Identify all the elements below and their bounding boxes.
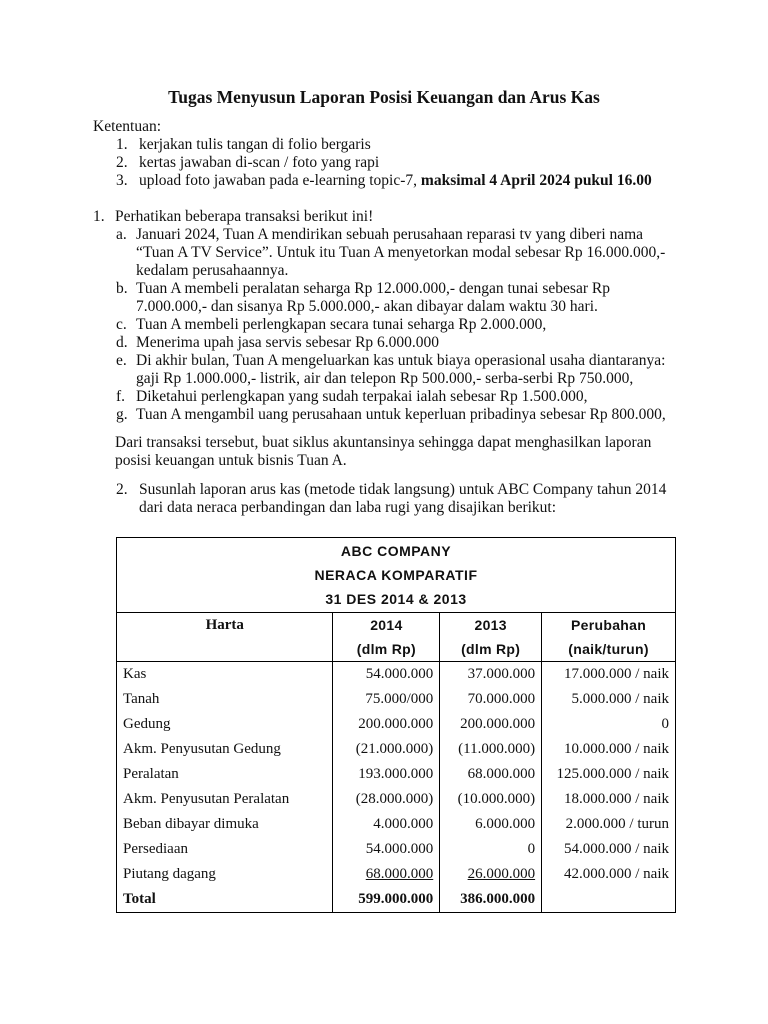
header-2014-year: 2014 (370, 617, 403, 633)
transaction-line: gaji Rp 1.000.000,- listrik, air dan telepon Rp 500.000,- serba-serbi Rp 750.000, (136, 370, 634, 387)
transaction-line: Januari 2024, Tuan A mendirikan sebuah perusahaan reparasi tv yang diberi nama (136, 226, 644, 243)
table-row (117, 662, 676, 688)
question-text: dari data neraca perbandingan dan laba rugi yang disajikan berikut: (139, 499, 557, 516)
row-value-2014: 4.000.000 (333, 812, 440, 837)
row-value-2013: (10.000.000) (440, 787, 542, 812)
total-row (117, 887, 676, 913)
table-row (117, 812, 676, 837)
row-value-2013: 37.000.000 (440, 662, 542, 688)
transaction-line: 7.000.000,- dan sisanya Rp 5.000.000,- akan dibayar dalam waktu 30 hari. (136, 298, 598, 315)
column-header-row (117, 613, 676, 662)
total-2014: 599.000.000 (333, 887, 440, 913)
row-name: Gedung (117, 712, 333, 737)
header-2014 (333, 613, 440, 662)
ketentuan-item-text (139, 172, 652, 190)
header-2013 (440, 613, 542, 662)
row-value-2014: 54.000.000 (333, 837, 440, 862)
transaction-line: Diketahui perlengkapan yang sudah terpakai ialah sebesar Rp 1.500.000, (136, 388, 588, 405)
document-title: Tugas Menyusun Laporan Posisi Keuangan dan Arus Kas (168, 87, 600, 107)
row-value-2014: 193.000.000 (333, 762, 440, 787)
transaction-line: “Tuan A TV Service”. Untuk itu Tuan A menyetorkan modal sebesar Rp 16.000.000,- (136, 244, 666, 261)
row-name: Kas (117, 662, 333, 688)
row-value-2014: 75.000/000 (333, 687, 440, 712)
transaction-letter: a. (116, 226, 127, 243)
row-change: 10.000.000 / naik (542, 737, 676, 762)
row-name: Piutang dagang (117, 862, 333, 887)
table-row (117, 687, 676, 712)
transaction-line: Tuan A mengambil uang perusahaan untuk keperluan pribadinya sebesar Rp 800.000, (136, 406, 666, 423)
report-date: 31 DES 2014 & 2013 (325, 591, 467, 607)
transaction-line: Tuan A membeli peralatan seharga Rp 12.000.000,- dengan tunai sebesar Rp (136, 280, 610, 297)
closing-line: Dari transaksi tersebut, buat siklus akuntansinya sehingga dapat menghasilkan laporan (115, 434, 652, 451)
ketentuan-item-text-normal: upload foto jawaban pada e-learning topic-7, (139, 172, 421, 189)
row-value-2014 (333, 862, 440, 887)
ketentuan-item-num: 3. (116, 172, 128, 189)
row-value-2013: 200.000.000 (440, 712, 542, 737)
deadline-text: maksimal 4 April 2024 pukul 16.00 (420, 172, 652, 189)
row-name: Akm. Penyusutan Gedung (117, 737, 333, 762)
transaction-letter: d. (116, 334, 128, 351)
row-value-2013: 6.000.000 (440, 812, 542, 837)
row-value-2013: 0 (440, 837, 542, 862)
transaction-letter: g. (116, 406, 128, 423)
header-harta-label: Harta (205, 617, 244, 633)
table-row (117, 712, 676, 737)
row-value-2013-underlined: 26.000.000 (467, 866, 536, 882)
transaction-line: Tuan A membeli perlengkapan secara tunai seharga Rp 2.000.000, (136, 316, 547, 333)
row-value-2013 (440, 862, 542, 887)
question-number: 1. (93, 208, 105, 225)
row-value-2014: 54.000.000 (333, 662, 440, 688)
row-change: 18.000.000 / naik (542, 787, 676, 812)
question-intro: Perhatikan beberapa transaksi berikut ini! (115, 208, 374, 225)
header-2013-unit: (dlm Rp) (461, 641, 521, 657)
header-2014-unit: (dlm Rp) (356, 641, 416, 657)
total-label: Total (117, 887, 333, 913)
row-value-2013: (11.000.000) (440, 737, 542, 762)
company-name: ABC COMPANY (340, 543, 452, 559)
ketentuan-item-text: kerjakan tulis tangan di folio bergaris (139, 136, 371, 153)
ketentuan-item-text: kertas jawaban di-scan / foto yang rapi (139, 154, 380, 171)
row-change: 2.000.000 / turun (542, 812, 676, 837)
header-change-label: Perubahan (571, 617, 647, 633)
row-value-2014: 200.000.000 (333, 712, 440, 737)
ketentuan-item-num: 2. (116, 154, 128, 171)
row-value-2013: 68.000.000 (440, 762, 542, 787)
table-row (117, 762, 676, 787)
table-row (117, 737, 676, 762)
row-change: 17.000.000 / naik (542, 662, 676, 688)
row-change: 0 (542, 712, 676, 737)
header-change-unit: (naik/turun) (568, 641, 649, 657)
ketentuan-item-num: 1. (116, 136, 128, 153)
question-text: Susunlah laporan arus kas (metode tidak langsung) untuk ABC Company tahun 2014 (139, 481, 667, 498)
closing-line: posisi keuangan untuk bisnis Tuan A. (115, 452, 347, 469)
report-name: NERACA KOMPARATIF (314, 567, 478, 583)
table-row (117, 862, 676, 887)
row-value-2014: (21.000.000) (333, 737, 440, 762)
table-title-cell (117, 538, 676, 613)
transaction-line: Di akhir bulan, Tuan A mengeluarkan kas untuk biaya operasional usaha diantaranya: (136, 352, 666, 369)
row-value-2013: 70.000.000 (440, 687, 542, 712)
row-change: 125.000.000 / naik (542, 762, 676, 787)
row-name: Persediaan (117, 837, 333, 862)
row-value-2014: (28.000.000) (333, 787, 440, 812)
header-change (542, 613, 676, 662)
transaction-letter: c. (116, 316, 127, 333)
header-2013-year: 2013 (474, 617, 507, 633)
row-name: Peralatan (117, 762, 333, 787)
row-change: 42.000.000 / naik (542, 862, 676, 887)
row-change: 54.000.000 / naik (542, 837, 676, 862)
total-2013: 386.000.000 (440, 887, 542, 913)
transaction-line: Menerima upah jasa servis sebesar Rp 6.000.000 (136, 334, 440, 351)
header-harta (117, 613, 333, 662)
row-name: Beban dibayar dimuka (117, 812, 333, 837)
row-name: Akm. Penyusutan Peralatan (117, 787, 333, 812)
transaction-letter: f. (116, 388, 126, 405)
total-change (542, 887, 676, 913)
table-title-row (117, 538, 676, 613)
row-value-2014-underlined: 68.000.000 (365, 866, 434, 882)
ketentuan-label: Ketentuan: (93, 118, 162, 135)
neraca-komparatif-table (116, 537, 676, 913)
transaction-line: kedalam perusahaannya. (136, 262, 289, 279)
table-row (117, 837, 676, 862)
transaction-letter: b. (116, 280, 128, 297)
row-name: Tanah (117, 687, 333, 712)
table-row (117, 787, 676, 812)
transaction-letter: e. (116, 352, 127, 369)
question-number: 2. (116, 481, 128, 498)
row-change: 5.000.000 / naik (542, 687, 676, 712)
